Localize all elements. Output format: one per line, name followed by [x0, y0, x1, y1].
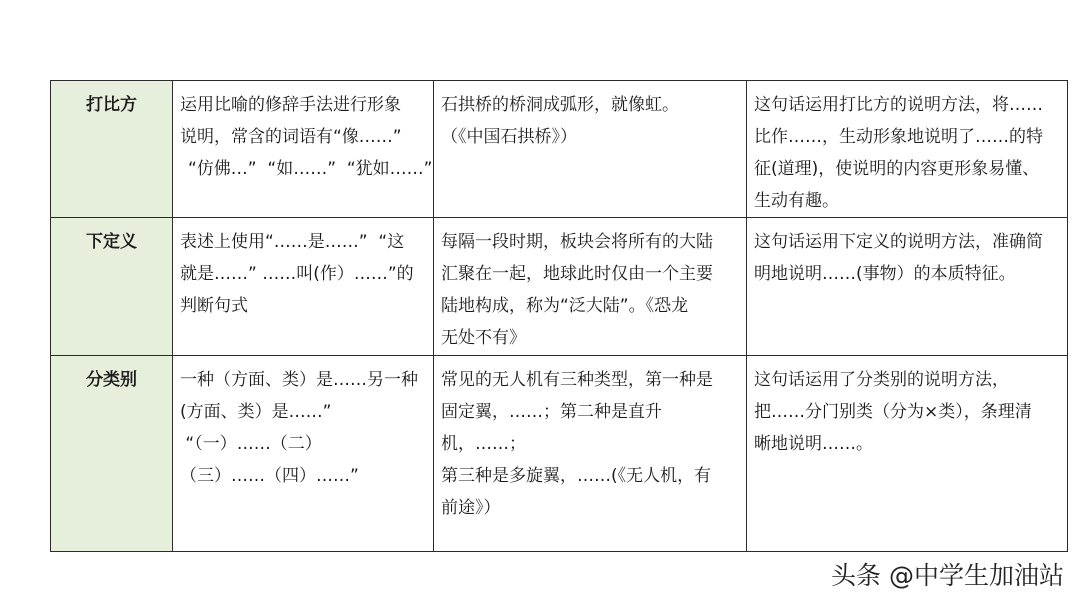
example-cell: 石拱桥的桥洞成弧形，就像虹。 （《中国石拱桥》） — [434, 81, 747, 218]
table-row — [51, 356, 1068, 552]
table-row — [51, 81, 1068, 218]
example-cell: 常见的无人机有三种类型，第一种是 固定翼，……；第二种是直升机，……； 第三种是多旋翼，……(《无人机，有 前途》） — [434, 356, 747, 552]
definition-cell: 运用比喻的修辞手法进行形象 说明，常含的词语有“像……” “仿佛…” “如……” “犹如……” — [173, 81, 434, 218]
answer-template-cell: 这句话运用下定义的说明方法，准确简 明地说明……(事物）的本质特征。 — [747, 218, 1068, 356]
method-name-cell: 分类别 — [51, 356, 173, 552]
source-watermark: 头条 @中学生加油站 — [831, 561, 1064, 590]
method-name-cell: 下定义 — [51, 218, 173, 356]
answer-template-cell: 这句话运用打比方的说明方法，将…… 比作……，生动形象地说明了……的特 征(道理)，使说明的内容更形象易懂、 生动有趣。 — [747, 81, 1068, 218]
table-row — [51, 218, 1068, 356]
definition-cell: 一种（方面、类）是……另一种 (方面、类）是……” “（一）……（二） （三）……（四）……” — [173, 356, 434, 552]
explanation-methods-table — [50, 80, 1068, 552]
definition-cell: 表述上使用“……是……” “这 就是……” ……叫(作）……”的 判断句式 — [173, 218, 434, 356]
answer-template-cell: 这句话运用了分类别的说明方法， 把……分门别类（分为×类），条理清 晰地说明……。 — [747, 356, 1068, 552]
method-name-cell: 打比方 — [51, 81, 173, 218]
example-cell: 每隔一段时期，板块会将所有的大陆 汇聚在一起，地球此时仅由一个主要 陆地构成，称为“泛大陆”。《恐龙 无处不有》 — [434, 218, 747, 356]
